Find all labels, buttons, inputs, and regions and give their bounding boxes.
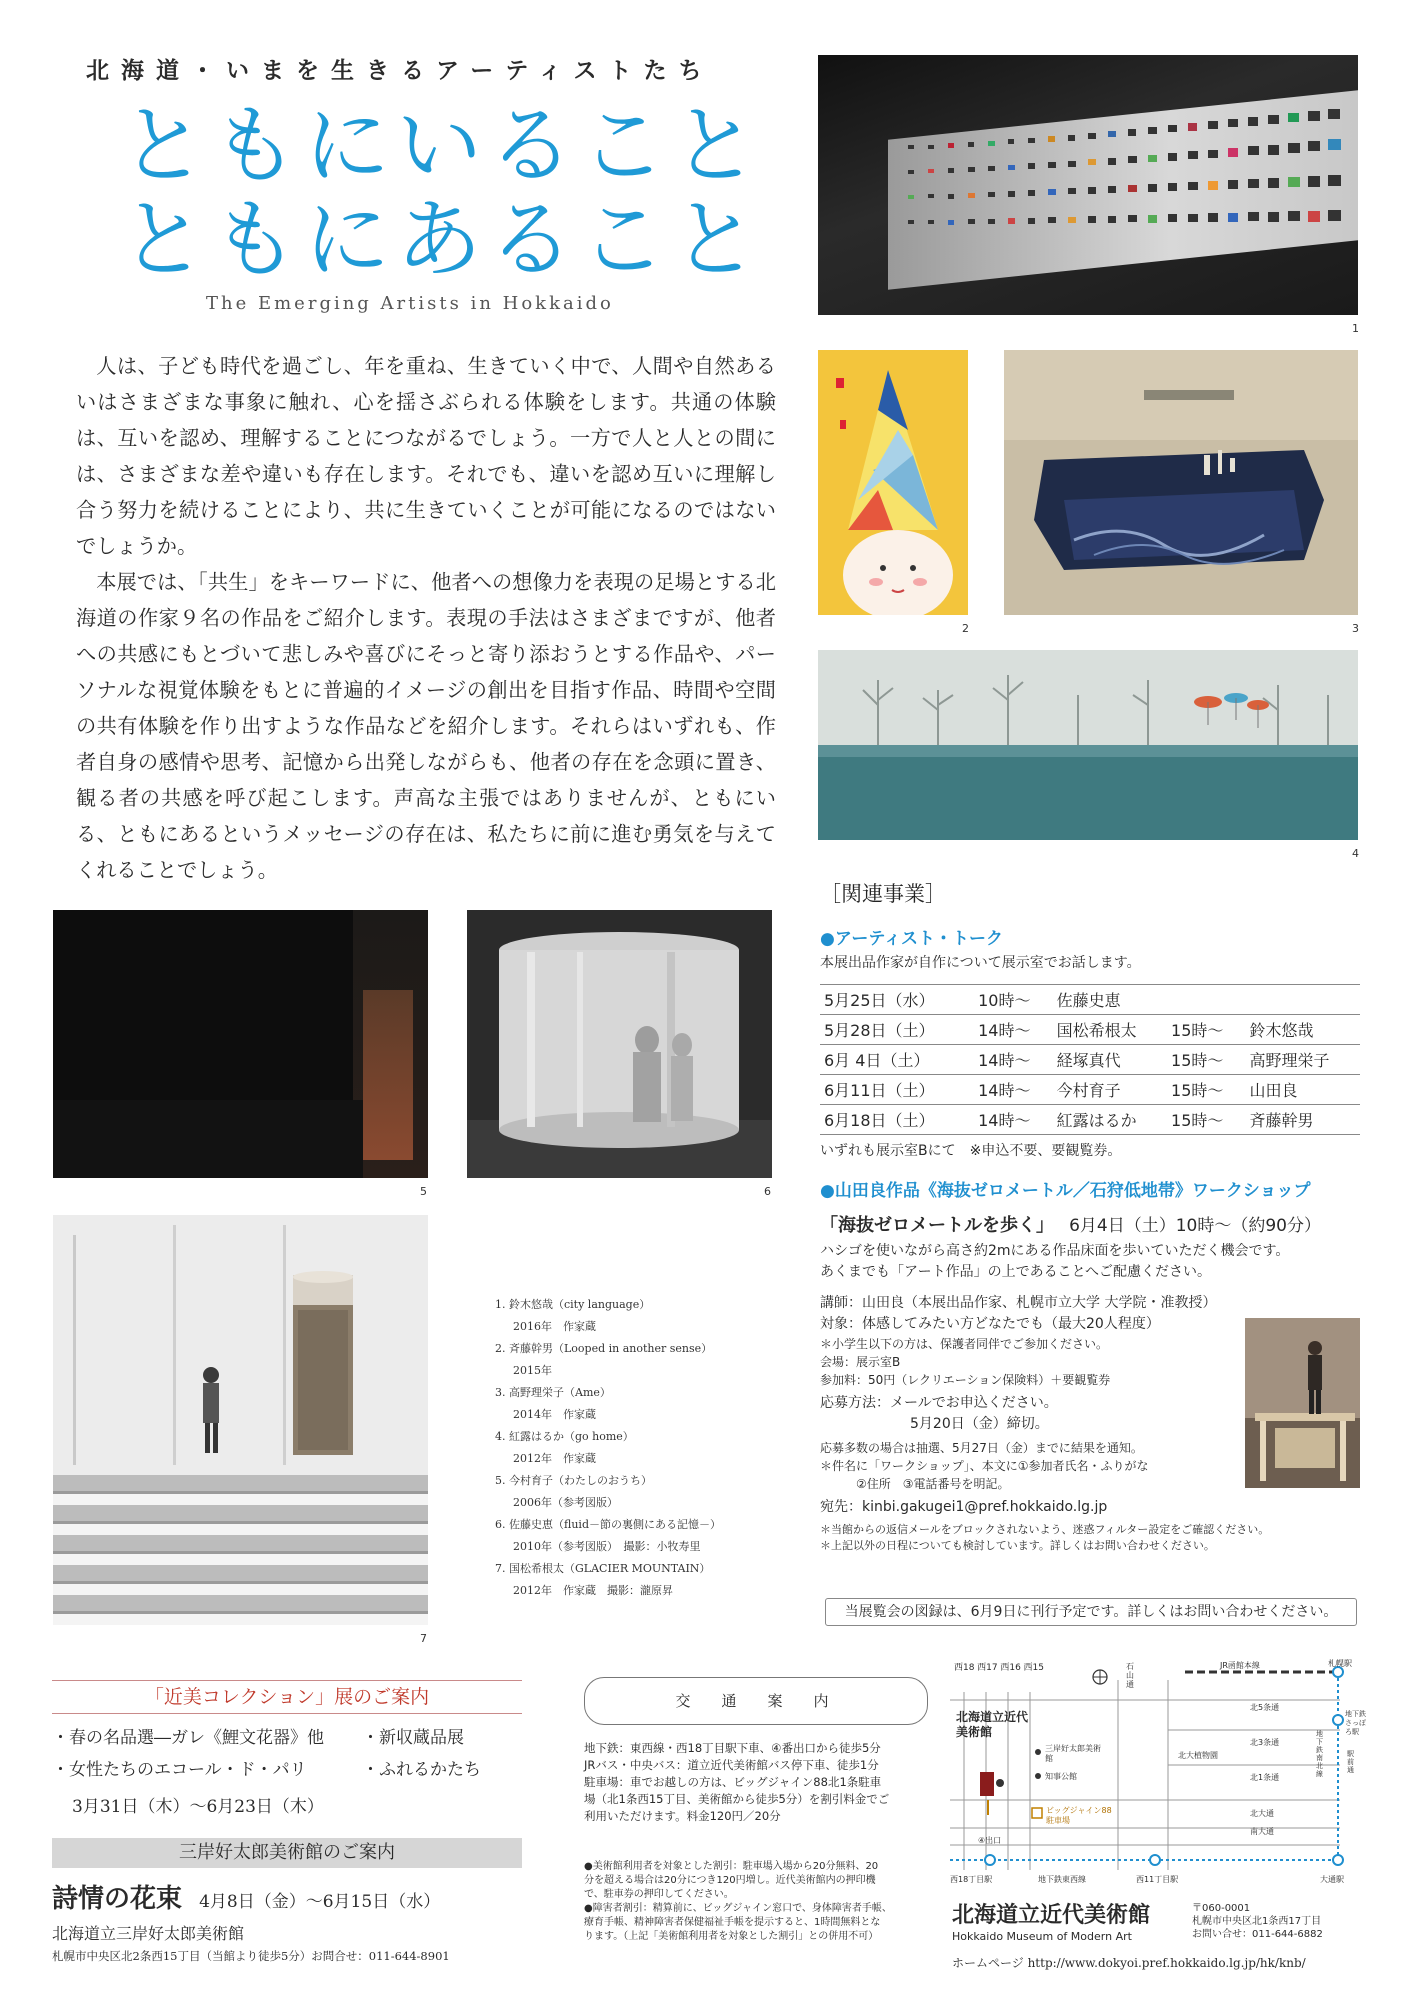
artwork-image-1 [818,55,1358,315]
artwork-image-3 [1004,350,1358,615]
map-ekimae-label: 駅前通 [1347,1750,1354,1774]
artwork-image-7 [53,1215,428,1625]
migishi-exhibit-period: 4月8日（金）～6月15日（水） [199,1892,441,1912]
credit-7: 7. 国松希根太（GLACIER MOUNTAIN） [495,1562,711,1575]
transit-note: ●障害者割引：精算前に、ビッグジャイン窓口で、身体障害者手帳、 [584,1903,892,1914]
transit-note: で、駐車券の押印してください。 [584,1889,734,1900]
events-heading: ［関連事業］ [820,882,946,906]
museum-tel: お問い合せ：011-644-6882 [1192,1929,1323,1940]
collection-item: ・女性たちのエコール・ド・パリ [52,1760,307,1780]
workshop-venue: 会場：展示室B [820,1355,901,1369]
credit-7-info: 2012年 作家蔵 撮影：瀧原昇 [513,1584,673,1597]
collection-items [52,1722,522,1786]
table-row: 5月25日（水） 10時～ 佐藤史恵 [820,985,1360,1015]
workshop-subject-2: ②住所 ③電話番号を明記。 [856,1477,1010,1491]
map-tozai-label: 地下鉄東西線 [1038,1875,1086,1884]
figure-number-7: 7 [420,1632,427,1645]
transit-note: ります。（上記「美術館利用者を対象とした割引」との併用不可） [584,1931,879,1942]
map-jr-label: JR函館本線 [1220,1661,1260,1670]
collection-item: ・ふれるかたち [362,1760,481,1780]
transit-title: 交 通 案 内 [584,1677,928,1725]
figure-number-3: 3 [1352,622,1359,635]
museum-name-en: Hokkaido Museum of Modern Art [952,1930,1132,1943]
collection-item: ・新収蔵品展 [362,1728,464,1748]
map-parking-label: ビッグジャイン88駐車場 [1046,1806,1112,1825]
artwork-image-4 [818,650,1358,840]
map-exit-label: ④出口 [978,1836,1002,1845]
museum-name-jp: 北海道立近代美術館 [952,1902,1151,1928]
exhibition-subtitle: 北海道・いまを生きるアーティストたち [86,57,714,84]
museum-address: 札幌市中央区北1条西17丁目 [1192,1916,1322,1927]
table-row: 6月11日（土） 14時～ 今村育子 15時～ 山田良 [820,1075,1360,1105]
workshop-photo [1245,1318,1360,1488]
credit-3: 3. 高野理栄子（Ame） [495,1386,611,1399]
map-right-labels: 北5条通 北3条通 北1条通 [1250,1703,1280,1782]
transit-line: 駐車場：車でお越しの方は、ビッグジャイン88北1条駐車 [584,1775,882,1789]
artist-talk-schedule [820,984,1360,1135]
workshop-instructor: 講師：山田良（本展出品作家、札幌市立大学 大学院・准教授） [820,1295,1217,1311]
map-subway-sapporo: 地下鉄さっぽろ駅 [1345,1710,1366,1736]
migishi-name: 北海道立三岸好太郎美術館 [52,1924,245,1943]
exhibition-title-line2: ともにあること [120,190,764,290]
workshop-deadline: 5月20日（金）締切。 [910,1416,1049,1432]
transit-info [584,1740,929,1825]
figure-number-5: 5 [420,1185,427,1198]
map-station-odori: 大通駅 [1320,1875,1344,1884]
map-station-nishi18: 西18丁目駅 [950,1875,993,1884]
credit-6-info: 2010年（参考図版） 撮影：小牧寿里 [513,1540,701,1553]
collection-period: 3月31日（木）～6月23日（木） [72,1797,324,1817]
credit-1: 1. 鈴木悠哉（city language） [495,1298,651,1311]
workshop-lottery: 応募多数の場合は抽選、5月27日（金）までに結果を通知。 [820,1441,1143,1455]
migishi-museum-info [52,1838,522,1964]
artwork-image-6 [467,910,772,1178]
table-row: 6月 4日（土） 14時～ 経塚真代 15時～ 高野理栄子 [820,1045,1360,1075]
credit-6: 6. 佐藤史恵（fluid－節の裏側にある記憶－） [495,1518,721,1531]
credit-5-info: 2006年（参考図版） [513,1496,618,1509]
map-chiji-label: 知事公館 [1045,1772,1077,1781]
workshop-note-1: ＊当館からの返信メールをブロックされないよう、迷惑フィルター設定をご確認ください。 [820,1523,1270,1536]
credit-4: 4. 紅露はるか（go home） [495,1430,634,1443]
workshop-description-1: ハシゴを使いながら高さ約2mにある作品床面を歩いていただく機会です。 [820,1243,1290,1259]
figure-number-4: 4 [1352,847,1359,860]
workshop-target: 対象：体感してみたい方どなたでも（最大20人程度） [820,1316,1160,1332]
credit-3-info: 2014年 作家蔵 [513,1408,596,1421]
migishi-title: 三岸好太郎美術館のご案内 [52,1838,522,1868]
figure-number-2: 2 [962,622,969,635]
workshop-heading: ●山田良作品《海抜ゼロメートル／石狩低地帯》ワークショップ [820,1181,1311,1201]
map-sapporo-label: 札幌駅 [1328,1659,1352,1668]
transit-notes [584,1860,929,1944]
map-streets-top: 西18 西17 西16 西15 [954,1663,1044,1673]
museum-homepage[interactable]: ホームページ http://www.dokyoi.pref.hokkaido.lg.jp/hk/knb/ [952,1956,1306,1970]
map-right-labels-lower: 北大通 南大通 [1250,1809,1274,1836]
credit-4-info: 2012年 作家蔵 [513,1452,596,1465]
museum-footer [952,1898,1372,1971]
transit-note: 分を超える場合は20分につき120円増し。近代美術館内の押印機 [584,1875,876,1886]
credit-2: 2. 斉藤幹男（Looped in another sense） [495,1342,713,1355]
workshop-description-2: あくまでも「アート作品」の上であることへご配慮ください。 [820,1264,1212,1280]
collection-info [52,1680,522,1817]
figure-number-1: 1 [1352,322,1359,335]
artwork-credits [495,1294,785,1602]
transit-line: JRバス・中央バス：道立近代美術館バス停下車、徒歩1分 [584,1758,879,1772]
migishi-address: 札幌市中央区北2条西15丁目（当館より徒歩5分）お問合せ：011-644-8901 [52,1949,450,1963]
table-row: 5月28日（土） 14時～ 国松希根太 15時～ 鈴木悠哉 [820,1015,1360,1045]
transit-note: 療育手帳、精神障害者保健福祉手帳を提示すると、1時間無料とな [584,1917,881,1928]
transit-line: 利用いただけます。料金120円／20分 [584,1809,781,1823]
table-row: 6月18日（土） 14時～ 紅露はるか 15時～ 斉藤幹男 [820,1105,1360,1135]
workshop-time: 6月4日（土）10時～（約90分） [1069,1216,1321,1236]
artwork-image-5 [53,910,428,1178]
workshop-title-row [820,1211,1360,1237]
museum-postal: 〒060-0001 [1192,1903,1251,1914]
migishi-exhibit-row [52,1878,522,1915]
transit-line: 地下鉄：東西線・西18丁目駅下車、④番出口から徒歩5分 [584,1741,881,1755]
workshop-title: 「海抜ゼロメートルを歩く」 [820,1215,1054,1236]
workshop-target-note: ＊小学生以下の方は、保護者同伴でご参加ください。 [820,1337,1109,1351]
workshop-fee: 参加料：50円（レクリエーション保険料）＋要観覧券 [820,1373,1111,1387]
workshop-subject-1: ＊件名に「ワークショップ」、本文に①参加者氏名・ふりがな [820,1459,1149,1473]
exhibition-title-english: The Emerging Artists in Hokkaido [206,293,614,314]
map-museum-label: 北海道立近代美術館 [956,1710,1029,1739]
museum-contact [1192,1902,1323,1941]
map-ishiyama-label: 石山通 [1126,1662,1134,1689]
artwork-image-2 [818,350,968,615]
credit-1-info: 2016年 作家蔵 [513,1320,596,1333]
transit-note: ●美術館利用者を対象とした割引：駐車場入場から20分無料、20 [584,1861,879,1872]
map-botanical-label: 北大植物園 [1178,1751,1218,1760]
artist-talk-description: 本展出品作家が自作について展示室でお話します。 [820,955,1141,971]
intro-text [76,348,776,888]
credit-5: 5. 今村育子（わたしのおうち） [495,1474,652,1487]
migishi-exhibit-title: 詩情の花束 [52,1884,183,1914]
artist-talk-heading: ●アーティスト・トーク [820,929,1003,949]
intro-paragraph-2: 本展では、「共生」をキーワードに、他者への想像力を表現の足場とする北海道の作家９名の作品をご紹介します。表現の手法はさまざまですが、他者への共感にもとづいて悲しみや喜びにそっと寄り添おうとする作品や、パーソナルな視覚体験をもとに普遍的イメージの創出を目指す作品、時間や空間の共有体験を作り出すような作品などを紹介します。それらはいずれも、作者自身の感情や思考、記憶から出発しながらも、他者の存在を念頭に置き、観る者の共感を呼び起こします。声高な主張ではありませんが、ともにいる、ともにあるというメッセージの存在は、私たちに前に進む勇気を与えてくれることでしょう。 [76,570,776,882]
catalog-notice: 当展覧会の図録は、6月9日に刊行予定です。詳しくはお問い合わせください。 [825,1598,1357,1626]
workshop-note-2: ＊上記以外の日程についても検討しています。詳しくはお問い合わせください。 [820,1539,1215,1552]
map-namboku-label: 地下鉄南北線 [1316,1730,1323,1778]
credit-2-info: 2015年 [513,1364,552,1377]
workshop-apply: 応募方法：メールでお申込ください。 [820,1395,1058,1411]
collection-item: ・春の名品選―ガレ《鯉文花器》他 [52,1728,324,1748]
intro-paragraph-1: 人は、子ども時代を過ごし、年を重ね、生きていく中で、人間や自然あるいはさまざまな事象に触れ、心を揺さぶられる体験をします。共通の体験は、互いを認め、理解することにつながるでしょう。一方で人と人との間には、さまざまな差や違いも存在します。それでも、違いを認め互いに理解し合う努力を続けることにより、共に生きていくことが可能になるのではないでしょうか。 [76,354,776,558]
access-map [950,1660,1370,1895]
exhibition-title-line1: ともにいること [120,96,764,196]
transit-line: 場（北1条西15丁目、美術館から徒歩5分）を割引料金でご [584,1792,890,1806]
workshop-email[interactable]: 宛先：kinbi.gakugei1@pref.hokkaido.lg.jp [820,1499,1108,1515]
map-migishi-label: 三岸好太郎美術館 [1045,1744,1101,1763]
artist-talk-note: いずれも展示室Bにて ※申込不要、要観覧券。 [820,1143,1122,1159]
figure-number-6: 6 [764,1185,771,1198]
map-station-nishi11: 西11丁目駅 [1136,1875,1179,1884]
collection-title: 「近美コレクション」展のご案内 [52,1680,522,1714]
